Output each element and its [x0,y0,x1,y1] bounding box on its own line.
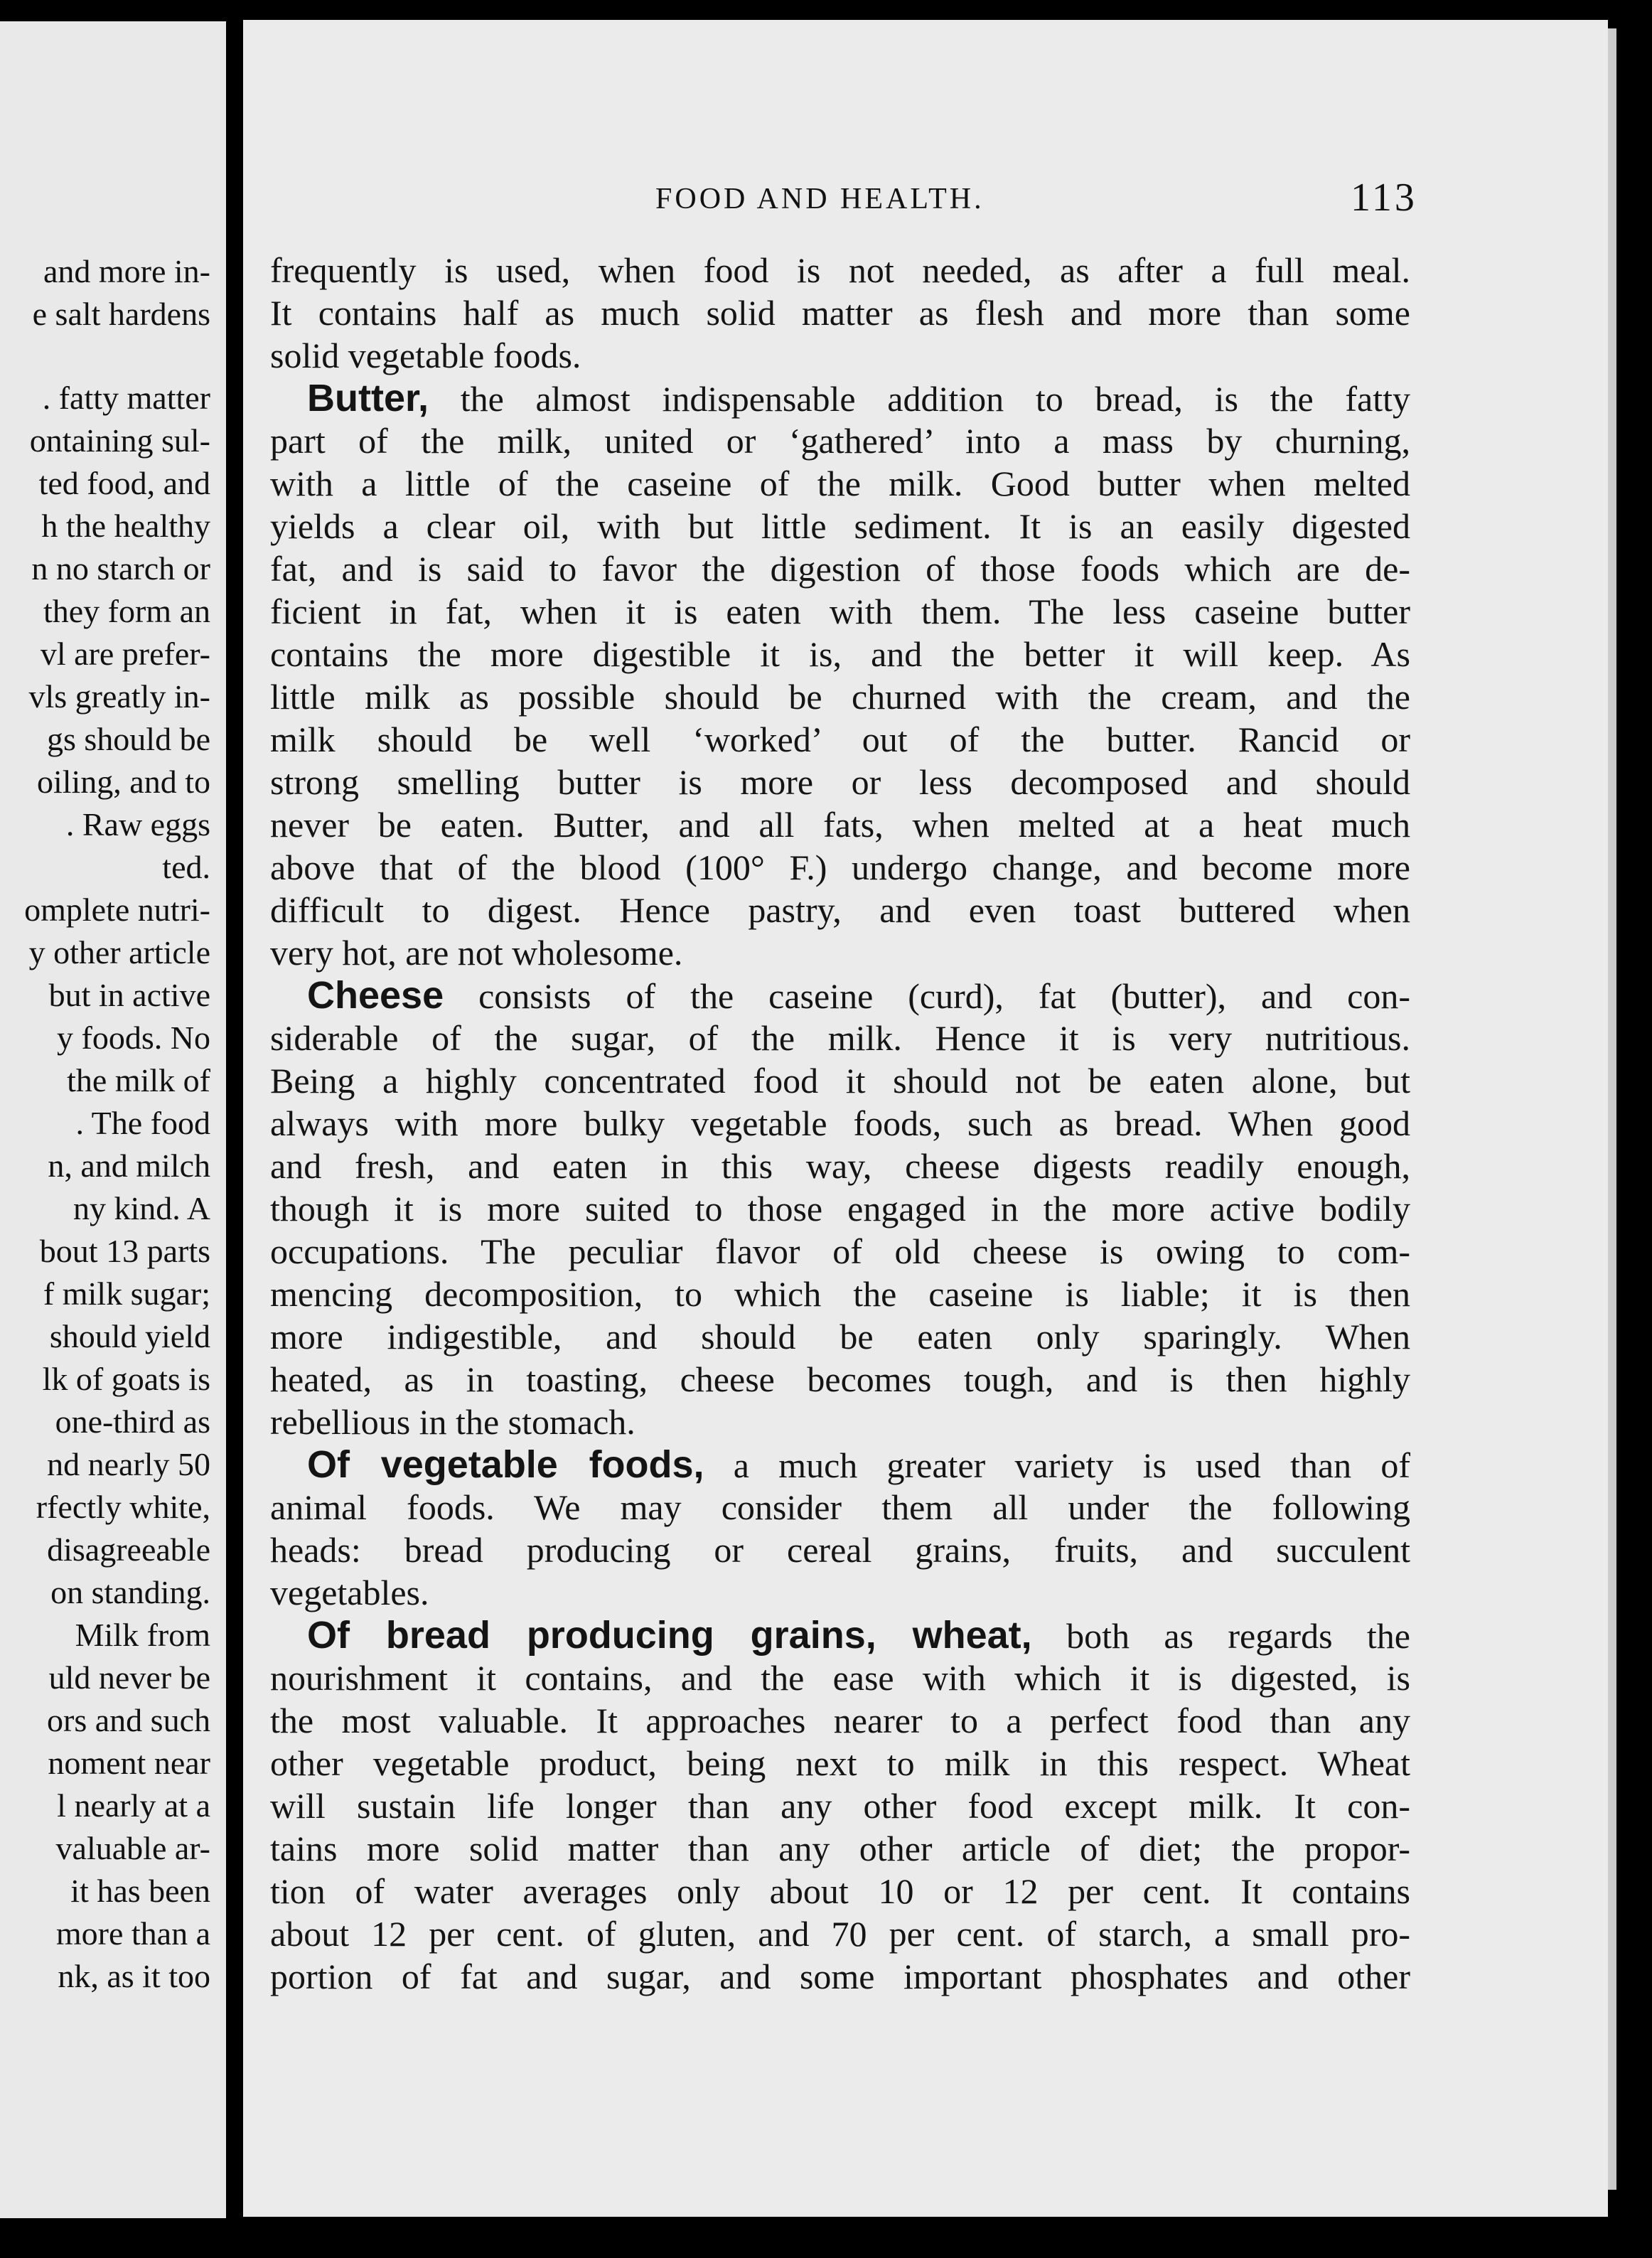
text-line: always with more bulky vegetable foods, such as bread. When good [270,1103,1410,1143]
left-page-line: Milk from [75,1617,210,1653]
left-page-line: they form an [43,593,210,629]
section-heading-vegetable-foods: Of vegetable foods, [307,1443,704,1486]
text-line: difficult to digest. Hence pastry, and even toast buttered when [270,890,1410,930]
left-page-line: nd nearly 50 [47,1446,210,1482]
text-line: the most valuable. It approaches nearer to a perfect food than any [270,1701,1410,1740]
text-line: tion of water averages only about 10 or 12 per cent. It contains [270,1871,1410,1911]
left-page-line: one-third as [55,1403,210,1440]
text-line: siderable of the sugar, of the milk. Hence it is very nutritious. [270,1018,1410,1058]
left-page-line: f milk sugar; [43,1275,210,1312]
text-line: solid vegetable foods. [270,336,581,375]
body-text [270,249,1410,2040]
text-line: portion of fat and sugar, and some important phosphates and other [270,1957,1410,1996]
left-page-line: noment near [48,1745,210,1781]
text-line: very hot, are not wholesome. [270,933,683,973]
left-page-line: on standing. [50,1574,210,1610]
text-line: vegetables. [270,1573,429,1612]
left-page-line: . Raw eggs [65,806,210,842]
left-page-line: vl are prefer- [40,636,210,672]
left-page-line: bout 13 parts [39,1233,210,1269]
text-line: milk should be well ‘worked’ out of the butter. Rancid or [270,719,1410,759]
text-line: strong smelling butter is more or less decomposed and should [270,762,1410,802]
text-line: frequently is used, when food is not needed, as after a full meal. [270,250,1410,290]
text-line: yields a clear oil, with but little sediment. It is an easily digested [270,506,1410,546]
left-page-line: and more in- [43,253,210,289]
running-head: FOOD AND HEALTH. [655,183,985,215]
left-page-line: vls greatly in- [28,678,210,715]
text-line: though it is more suited to those engaged in the more active bodily [270,1189,1410,1229]
text-line: part of the milk, united or ‘gathered’ into a mass by churning, [270,421,1410,461]
text-line: with a little of the caseine of the milk. Good butter when melted [270,464,1410,503]
text-line: above that of the blood (100° F.) undergo change, and become more [270,847,1410,887]
text-line: heated, as in toasting, cheese becomes tough, and is then highly [270,1359,1410,1399]
section-heading-wheat: Of bread producing grains, wheat, [307,1614,1032,1657]
text-line: other vegetable product, being next to milk in this respect. Wheat [270,1743,1410,1783]
text-line: nourishment it contains, and the ease with which it is digested, is [270,1658,1410,1698]
left-page-line: uld never be [48,1659,210,1696]
left-page-line: . fatty matter [42,380,210,416]
text-line: never be eaten. Butter, and all fats, when melted at a heat much [270,805,1410,845]
paragraph-first-line: Cheese consists of the caseine (curd), fat (butter), and con- [307,974,1410,1017]
paragraph-first-line: Butter, the almost indispensable addition to bread, is the fatty [307,377,1410,419]
left-page [0,21,226,2218]
text-line: It contains half as much solid matter as flesh and more than some [270,293,1410,333]
left-page-line: nk, as it too [58,1958,210,1994]
left-page-line: omplete nutri- [24,892,210,928]
text-line: will sustain life longer than any other food except milk. It con- [270,1786,1410,1826]
left-page-line: ted food, and [38,465,210,501]
left-page-line: n no starch or [31,550,210,587]
left-page-line: but in active [48,977,210,1013]
left-page-line: e salt hardens [32,296,210,332]
paragraph-first-line: Of bread producing grains, wheat, both as regards the [307,1614,1410,1657]
paragraph-first-line: Of vegetable foods, a much greater variety is used than of [307,1443,1410,1486]
text-line: rebellious in the stomach. [270,1402,635,1442]
text-line: contains the more digestible it is, and the better it will keep. As [270,634,1410,674]
left-page-line: valuable ar- [55,1830,210,1866]
left-page-line: ny kind. A [73,1190,210,1226]
left-page-line: disagreeable [47,1531,210,1568]
text-line: about 12 per cent. of gluten, and 70 per cent. of starch, a small pro- [270,1914,1410,1954]
book-gutter [226,0,243,2258]
text-line: mencing decomposition, to which the caseine is liable; it is then [270,1274,1410,1314]
text-line: tains more solid matter than any other article of diet; the propor- [270,1829,1410,1868]
left-page-line: y other article [28,934,210,970]
left-page-line: oiling, and to [36,764,210,800]
text-line: Being a highly concentrated food it should not be eaten alone, but [270,1061,1410,1101]
text-line: fat, and is said to favor the digestion of those foods which are de- [270,549,1410,589]
text-line: ficient in fat, when it is eaten with them. The less caseine butter [270,592,1410,631]
left-page-line: the milk of [67,1062,210,1098]
left-page-line: l nearly at a [57,1787,210,1824]
text-line: animal foods. We may consider them all under the following [270,1487,1410,1527]
left-page-line: it has been [70,1873,210,1909]
left-page-line: more than a [55,1915,210,1952]
left-page-line: gs should be [47,721,210,757]
text-line: occupations. The peculiar flavor of old cheese is owing to com- [270,1231,1410,1271]
left-page-line: . The food [75,1105,210,1141]
section-heading-cheese: Cheese [307,974,444,1017]
text-line: little milk as possible should be churned with the cream, and the [270,677,1410,717]
left-page-line: y foods. No [57,1020,210,1056]
page-header [243,175,1608,225]
left-page-line: h the healthy [41,508,210,544]
left-page-line: ted. [162,849,210,885]
left-page-line: should yield [49,1318,210,1354]
left-page-line: n, and milch [48,1147,210,1184]
text-line: more indigestible, and should be eaten only sparingly. When [270,1317,1410,1357]
section-heading-butter: Butter, [307,377,429,419]
right-page [243,20,1608,2217]
page-number: 113 [1351,176,1417,220]
left-page-line: ontaining sul- [29,422,210,459]
text-line: and fresh, and eaten in this way, cheese digests readily enough, [270,1146,1410,1186]
text-line: heads: bread producing or cereal grains, fruits, and succulent [270,1530,1410,1570]
left-page-line: rfectly white, [36,1489,210,1525]
left-page-line: lk of goats is [42,1361,210,1397]
left-page-line: ors and such [47,1702,210,1738]
